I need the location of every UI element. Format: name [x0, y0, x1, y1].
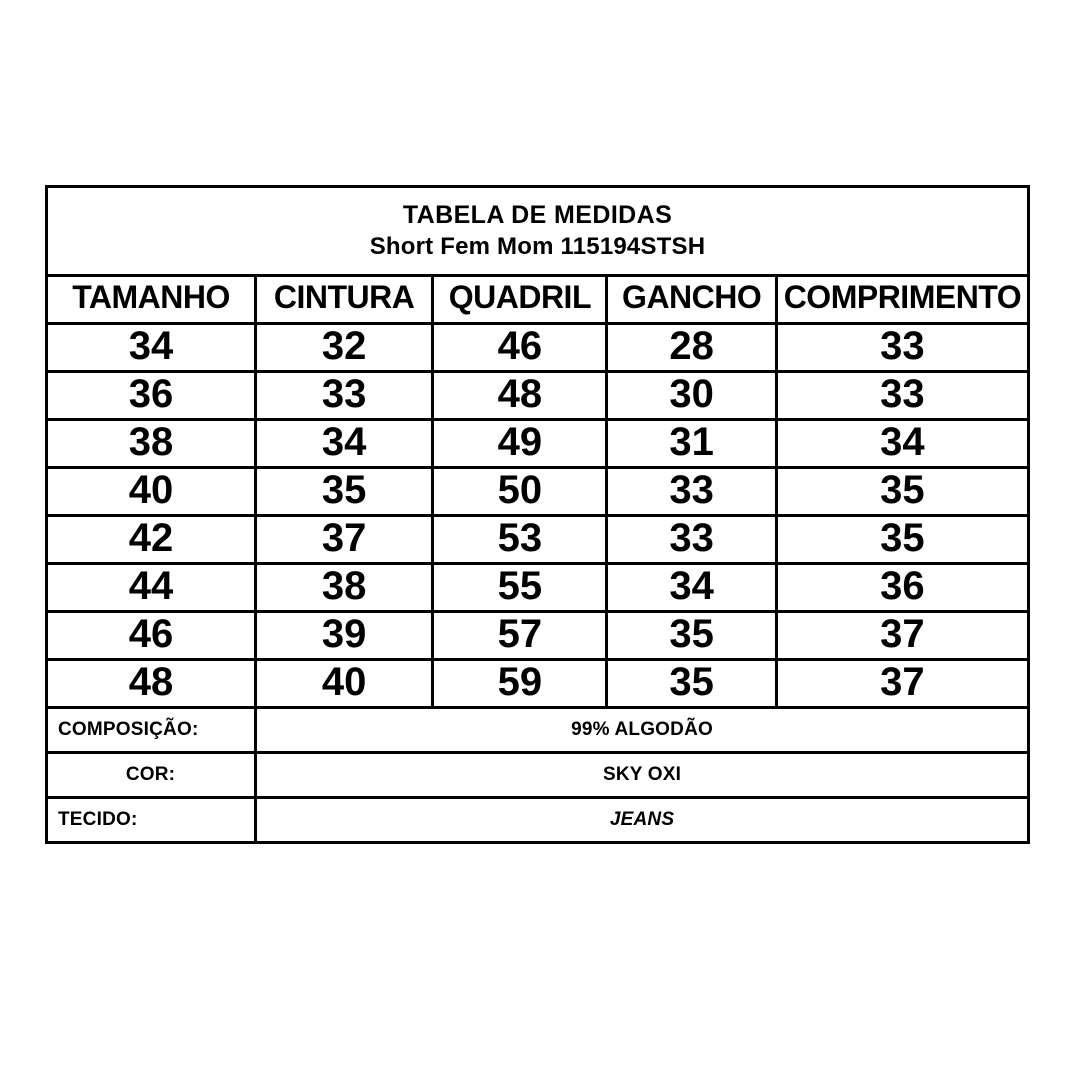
table-row — [48, 612, 1027, 660]
cell-gancho: 30 — [607, 372, 776, 420]
cell-cintura: 32 — [256, 324, 433, 372]
cell-cintura: 33 — [256, 372, 433, 420]
table-row — [48, 324, 1027, 372]
cell-cintura: 40 — [256, 660, 433, 707]
cell-tamanho: 46 — [48, 612, 256, 660]
cell-cintura: 39 — [256, 612, 433, 660]
cell-quadril: 46 — [433, 324, 607, 372]
table-row — [48, 372, 1027, 420]
info-row-cor — [48, 753, 1027, 798]
cell-comprimento: 35 — [776, 516, 1027, 564]
info-label-composicao: COMPOSIÇÃO: — [48, 708, 256, 753]
table-row — [48, 564, 1027, 612]
product-subtitle: Short Fem Mom 115194STSH — [369, 233, 706, 261]
cell-gancho: 35 — [607, 660, 776, 707]
cell-gancho: 33 — [607, 516, 776, 564]
table-row — [48, 660, 1027, 707]
info-value-cor: SKY OXI — [256, 753, 1027, 798]
cell-comprimento: 34 — [776, 420, 1027, 468]
cell-comprimento: 37 — [776, 660, 1027, 707]
cell-gancho: 34 — [607, 564, 776, 612]
info-label-tecido: TECIDO: — [48, 798, 256, 842]
column-header-quadril: QUADRIL — [433, 277, 607, 324]
cell-gancho: 35 — [607, 612, 776, 660]
cell-quadril: 49 — [433, 420, 607, 468]
table-row — [48, 468, 1027, 516]
column-header-cintura: CINTURA — [256, 277, 433, 324]
info-row-tecido — [48, 798, 1027, 842]
cell-comprimento: 33 — [776, 372, 1027, 420]
title-block — [48, 188, 1027, 277]
cell-quadril: 53 — [433, 516, 607, 564]
cell-quadril: 48 — [433, 372, 607, 420]
cell-tamanho: 44 — [48, 564, 256, 612]
table-header-row — [48, 277, 1027, 324]
cell-quadril: 57 — [433, 612, 607, 660]
cell-gancho: 31 — [607, 420, 776, 468]
cell-tamanho: 38 — [48, 420, 256, 468]
cell-quadril: 59 — [433, 660, 607, 707]
cell-quadril: 55 — [433, 564, 607, 612]
measurement-chart — [45, 185, 1030, 844]
table-row — [48, 516, 1027, 564]
info-label-cor: COR: — [48, 753, 256, 798]
cell-tamanho: 42 — [48, 516, 256, 564]
cell-quadril: 50 — [433, 468, 607, 516]
product-info-table — [48, 706, 1027, 841]
cell-cintura: 34 — [256, 420, 433, 468]
cell-comprimento: 35 — [776, 468, 1027, 516]
cell-tamanho: 40 — [48, 468, 256, 516]
cell-comprimento: 36 — [776, 564, 1027, 612]
column-header-comprimento: COMPRIMENTO — [776, 277, 1027, 324]
info-value-tecido: JEANS — [256, 798, 1027, 842]
cell-tamanho: 36 — [48, 372, 256, 420]
info-row-composicao — [48, 708, 1027, 753]
info-value-composicao: 99% ALGODÃO — [256, 708, 1027, 753]
measurements-table — [48, 277, 1027, 706]
cell-cintura: 37 — [256, 516, 433, 564]
cell-tamanho: 34 — [48, 324, 256, 372]
cell-tamanho: 48 — [48, 660, 256, 707]
cell-comprimento: 37 — [776, 612, 1027, 660]
cell-cintura: 35 — [256, 468, 433, 516]
cell-cintura: 38 — [256, 564, 433, 612]
cell-gancho: 28 — [607, 324, 776, 372]
cell-gancho: 33 — [607, 468, 776, 516]
table-row — [48, 420, 1027, 468]
page-title: TABELA DE MEDIDAS — [402, 201, 673, 229]
column-header-tamanho: TAMANHO — [48, 277, 256, 324]
column-header-gancho: GANCHO — [607, 277, 776, 324]
cell-comprimento: 33 — [776, 324, 1027, 372]
